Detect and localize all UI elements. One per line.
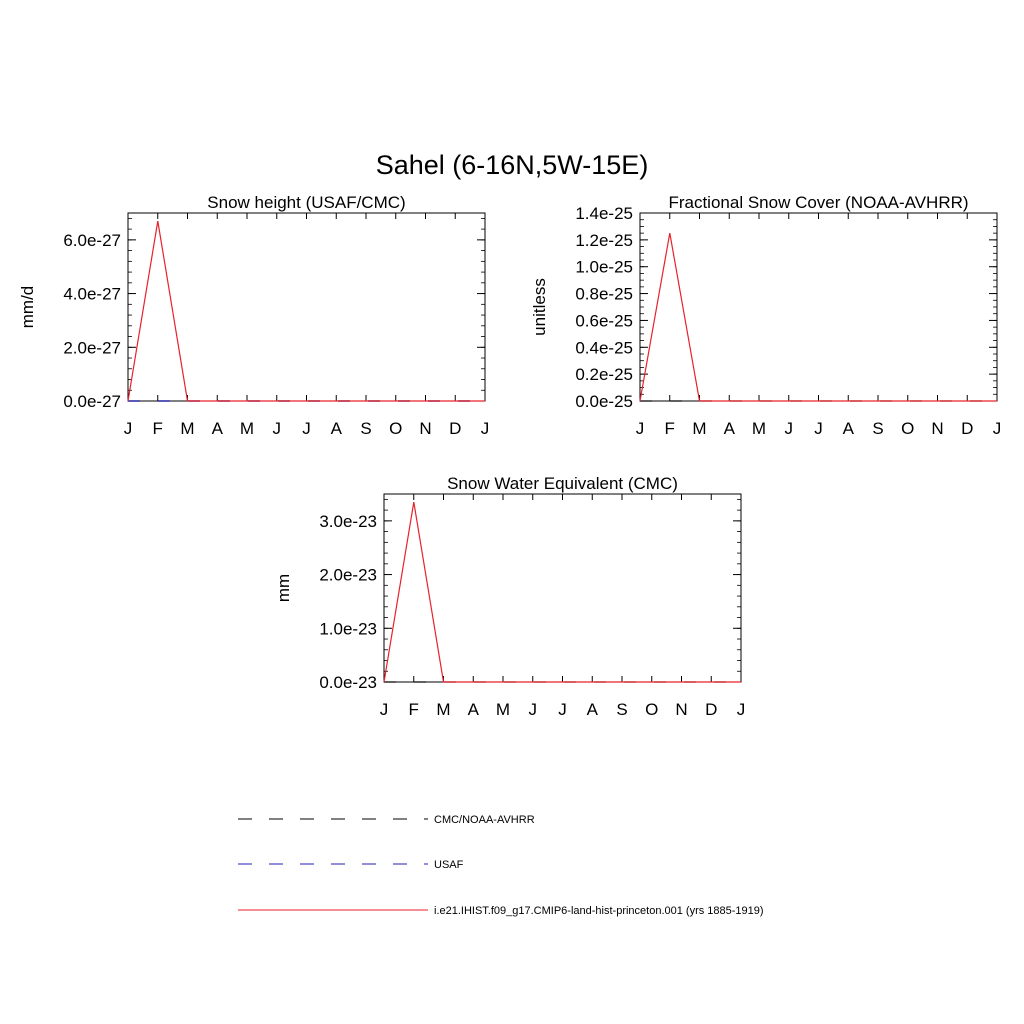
- legend-label: CMC/NOAA-AVHRR: [434, 814, 535, 826]
- y-tick-label: 0.4e-25: [575, 338, 633, 358]
- plot-frame: [640, 213, 997, 401]
- x-tick-label: S: [872, 419, 884, 438]
- panel-title: Snow Water Equivalent (CMC): [447, 474, 678, 493]
- x-tick-label: D: [961, 419, 974, 438]
- y-tick-label: 1.4e-25: [575, 204, 633, 223]
- x-tick-label: M: [180, 419, 195, 438]
- x-tick-label: J: [302, 419, 311, 438]
- x-tick-label: M: [495, 700, 511, 719]
- x-tick-label: F: [408, 700, 419, 719]
- legend: [238, 814, 764, 917]
- legend-label: USAF: [434, 859, 464, 871]
- y-tick-label: 0.0e-25: [575, 392, 633, 411]
- x-tick-label: J: [635, 419, 645, 438]
- x-tick-label: J: [784, 419, 793, 438]
- y-tick-label: 1.0e-25: [575, 257, 633, 277]
- y-tick-label: 6.0e-27: [63, 230, 121, 250]
- y-tick-label: 4.0e-27: [63, 284, 121, 304]
- panel-title: Fractional Snow Cover (NOAA-AVHRR): [668, 193, 969, 212]
- x-tick-label: A: [586, 700, 598, 719]
- panel-1: [18, 193, 489, 438]
- x-tick-label: N: [675, 700, 688, 719]
- figure-title: Sahel (6-16N,5W-15E): [375, 150, 649, 180]
- y-tick-label: 0.0e-23: [319, 673, 377, 692]
- x-tick-label: O: [645, 700, 659, 719]
- x-tick-label: A: [211, 419, 223, 438]
- series-line: [640, 233, 997, 401]
- x-tick-label: J: [480, 419, 490, 438]
- y-tick-label: 0.0e-27: [63, 392, 121, 411]
- y-axis-label: mm: [274, 573, 293, 603]
- plot-frame: [384, 494, 741, 682]
- y-axis-label: unitless: [530, 278, 549, 336]
- y-tick-label: 1.2e-25: [575, 230, 633, 250]
- x-tick-label: M: [692, 419, 707, 438]
- legend-entry: [238, 905, 764, 917]
- y-tick-label: 0.8e-25: [575, 284, 633, 304]
- y-tick-label: 2.0e-23: [319, 565, 377, 585]
- y-tick-label: 1.0e-23: [319, 619, 377, 639]
- x-tick-label: J: [736, 700, 746, 719]
- x-tick-label: M: [239, 419, 255, 438]
- x-tick-label: J: [123, 419, 133, 438]
- legend-label: i.e21.IHIST.f09_g17.CMIP6-land-hist-princeton.001 (yrs 1885-1919): [434, 905, 764, 917]
- x-tick-label: J: [379, 700, 389, 719]
- y-tick-label: 0.2e-25: [575, 365, 633, 385]
- y-tick-label: 2.0e-27: [63, 338, 121, 358]
- x-tick-label: J: [814, 419, 823, 438]
- plot-frame: [128, 213, 485, 401]
- x-tick-label: N: [931, 419, 944, 438]
- x-tick-label: A: [330, 419, 342, 438]
- x-tick-label: A: [842, 419, 854, 438]
- x-tick-label: J: [992, 419, 1002, 438]
- x-tick-label: N: [419, 419, 432, 438]
- x-tick-label: S: [616, 700, 628, 719]
- y-tick-label: 3.0e-23: [319, 511, 377, 531]
- x-tick-label: O: [901, 419, 915, 438]
- panel-2: [530, 193, 1001, 438]
- x-tick-label: J: [558, 700, 567, 719]
- x-tick-label: J: [528, 700, 537, 719]
- series-line: [128, 221, 485, 401]
- x-tick-label: A: [467, 700, 479, 719]
- x-tick-label: M: [436, 700, 451, 719]
- panel-title: Snow height (USAF/CMC): [207, 193, 406, 212]
- x-tick-label: A: [723, 419, 735, 438]
- x-tick-label: D: [449, 419, 462, 438]
- x-tick-label: S: [360, 419, 372, 438]
- y-axis-label: mm/d: [18, 285, 37, 329]
- legend-entry: [238, 814, 535, 826]
- y-tick-label: 0.6e-25: [575, 311, 633, 331]
- series-line: [384, 502, 741, 682]
- x-tick-label: M: [751, 419, 767, 438]
- legend-entry: [238, 859, 464, 871]
- x-tick-label: D: [705, 700, 718, 719]
- x-tick-label: J: [272, 419, 281, 438]
- x-tick-label: F: [152, 419, 163, 438]
- panel-3: [274, 474, 745, 719]
- panels-group: [18, 193, 1001, 719]
- x-tick-label: F: [664, 419, 675, 438]
- x-tick-label: O: [389, 419, 403, 438]
